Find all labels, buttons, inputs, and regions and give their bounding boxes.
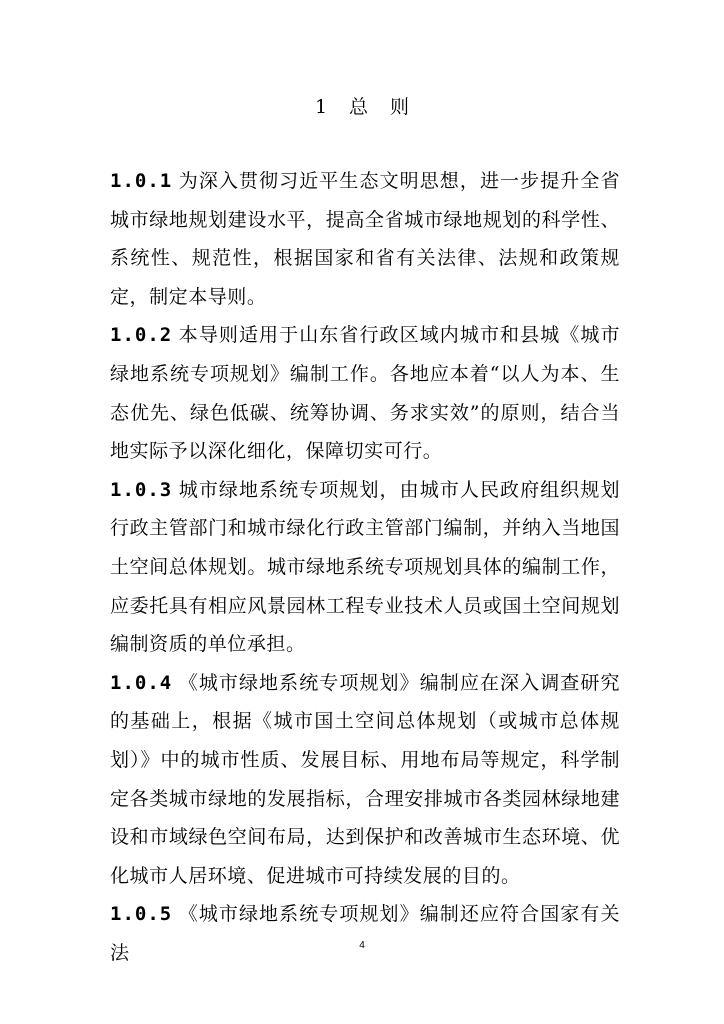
chapter-title-part1: 总 (349, 96, 369, 118)
chapter-title-part2: 则 (390, 96, 410, 118)
clause-1-0-4 (110, 664, 620, 896)
page-number: 4 (359, 940, 365, 951)
clause-number: 1.0.4 (110, 671, 173, 694)
document-body (110, 162, 620, 972)
clause-text: 本导则适用于山东省行政区域内城市和县城《城市绿地系统专项规划》编制工作。各地应本着“以人为本、生态优先、绿色低碳、统筹协调、务求实效”的原则，结合当地实际予以深化细化，保障切实可行。 (110, 324, 620, 463)
clause-1-0-3 (110, 471, 620, 664)
clause-text: 城市绿地系统专项规划，由城市人民政府组织规划行政主管部门和城市绿化行政主管部门编制，并纳入当地国土空间总体规划。城市绿地系统专项规划具体的编制工作，应委托具有相应风景园林工程专业技术人员或国土空间规划编制资质的单位承担。 (110, 478, 620, 656)
clause-text: 《城市绿地系统专项规划》编制应在深入调查研究的基础上，根据《城市国土空间总体规划（或城市总体规划）》中的城市性质、发展目标、用地布局等规定，科学制定各类城市绿地的发展指标，合理安排城市各类园林绿地建设和市域绿色空间布局，达到保护和改善城市生态环境、优化城市人居环境、促进城市可持续发展的目的。 (110, 671, 620, 887)
clause-number: 1.0.5 (110, 903, 173, 926)
clause-1-0-2 (110, 316, 620, 470)
clause-text: 为深入贯彻习近平生态文明思想，进一步提升全省城市绿地规划建设水平，提高全省城市绿地规划的科学性、系统性、规范性，根据国家和省有关法律、法规和政策规定，制定本导则。 (110, 170, 620, 308)
chapter-number: 1 (314, 96, 328, 118)
clause-number: 1.0.3 (110, 478, 173, 501)
clause-number: 1.0.2 (110, 324, 173, 347)
clause-1-0-5 (110, 895, 620, 972)
chapter-title (0, 94, 724, 120)
clause-1-0-1 (110, 162, 620, 316)
clause-text: 《城市绿地系统专项规划》编制还应符合国家有关法 (110, 903, 620, 964)
clause-number: 1.0.1 (110, 170, 173, 192)
